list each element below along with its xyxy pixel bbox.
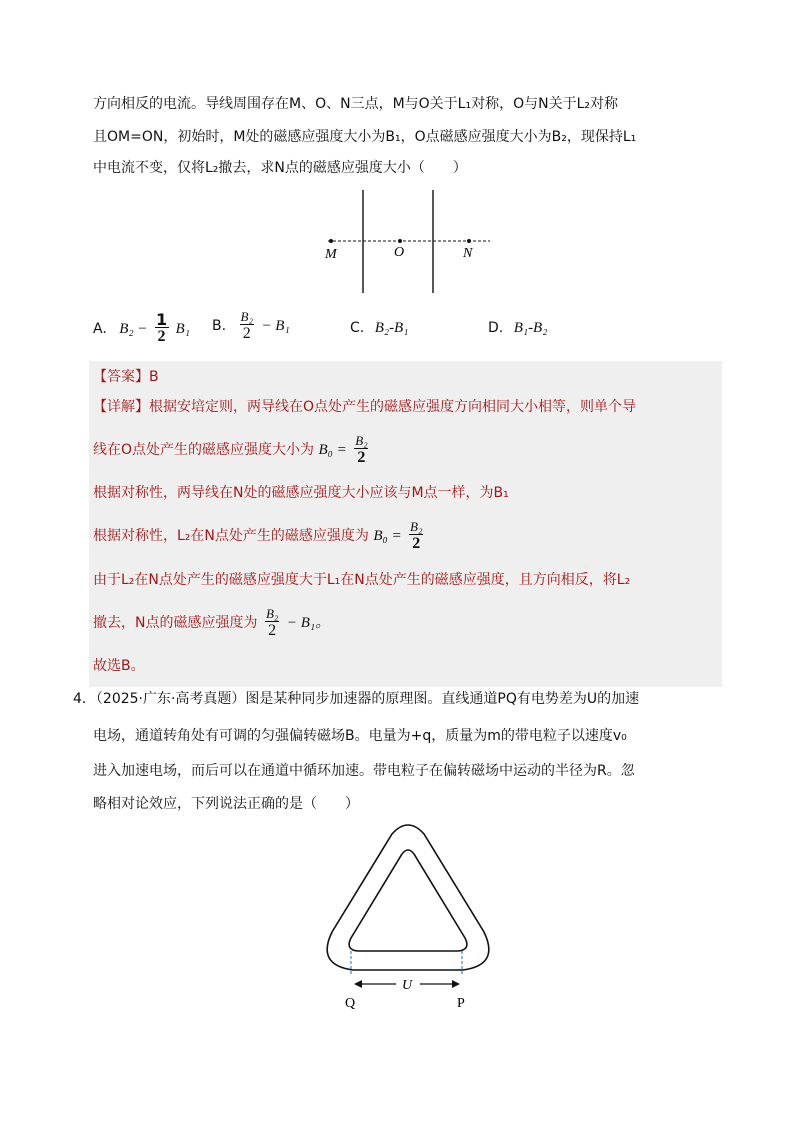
label-m: M xyxy=(325,247,337,262)
q3-line-1: 方向相反的电流。导线周围存在M、O、N三点，M与O关于L₁对称，O与N关于L₂对称 xyxy=(93,96,618,112)
q4-line-1: 4．（2025·广东·高考真题）图是某种同步加速器的原理图。直线通道PQ有电势差为U的加速 xyxy=(73,691,640,707)
detail-4-fraction: $\frac{\text{B₂}}{2}$ xyxy=(410,519,423,552)
option-c[interactable]: C. B₂-B₁ xyxy=(350,320,409,336)
detail-line-4: 根据对称性，L₂在N点处产生的磁感应强度为 B₀ = $\frac{\text{B₂}}{2}$ xyxy=(93,519,423,552)
label-p: P xyxy=(457,996,465,1011)
q3-line-2: 且OM=ON，初始时，M处的磁感应强度大小为B₁，O点磁感应强度大小为B₂，现保持L₁ xyxy=(93,129,637,145)
label-n: N xyxy=(463,246,473,261)
q4-line-2: 电场，通道转角处有可调的匀强偏转磁场B。电量为+q，质量为m的带电粒子以速度v₀ xyxy=(93,728,627,744)
point-n xyxy=(467,239,471,243)
arrow-left-head xyxy=(354,980,362,988)
option-a-fraction: $\frac{1}{2}$ xyxy=(155,310,168,345)
detail-6-fraction: $\frac{\text{B₂}}{2}$ xyxy=(265,606,279,639)
option-a[interactable]: A. B₂ − $\frac{1}{2}$ B₁ xyxy=(93,310,190,345)
detail-line-6: 撤去，N点的磁感应强度为 $\frac{\text{B₂}}{2}$ − B₁。 xyxy=(93,606,331,639)
detail-line-3: 根据对称性，两导线在N处的磁感应强度大小应该与M点一样，为B₁ xyxy=(93,485,509,501)
label-o: O xyxy=(394,245,405,260)
conclusion-line: 故选B。 xyxy=(93,658,145,674)
inner-channel xyxy=(349,850,467,951)
detail-line-2: 线在O点处产生的磁感应强度大小为 B₀ = $\frac{\text{B₂}}{2}$ xyxy=(93,433,368,466)
point-o xyxy=(398,239,402,243)
detail-line-1: 【详解】根据安培定则，两导线在O点处产生的磁感应强度方向相同大小相等，则单个导 xyxy=(93,399,637,415)
wires-diagram xyxy=(300,185,500,297)
detail-line-5: 由于L₂在N点处产生的磁感应强度大于L₁在N点处产生的磁感应强度，且方向相反，将L₂ xyxy=(93,572,631,588)
label-q: Q xyxy=(345,996,356,1011)
accelerator-diagram xyxy=(318,820,498,1015)
option-b[interactable]: B. $\frac{\text{B₂}}{2}$ − B₁ xyxy=(212,309,290,342)
q3-line-3: 中电流不变，仅将L₂撤去，求N点的磁感应强度大小（ ） xyxy=(93,160,467,176)
detail-2-fraction: $\frac{\text{B₂}}{2}$ xyxy=(355,433,368,466)
option-b-fraction: $\frac{\text{B₂}}{2}$ xyxy=(240,309,253,342)
q4-line-4: 略相对论效应，下列说法正确的是（ ） xyxy=(93,796,359,812)
arrow-right-head xyxy=(452,980,460,988)
q4-line-3: 进入加速电场，而后可以在通道中循环加速。带电粒子在偏转磁场中运动的半径为R。忽 xyxy=(93,763,635,779)
option-d[interactable]: D. B₁-B₂ xyxy=(488,320,548,336)
point-m xyxy=(329,239,333,243)
label-u: U xyxy=(402,978,413,993)
answer-line: 【答案】B xyxy=(93,369,159,385)
